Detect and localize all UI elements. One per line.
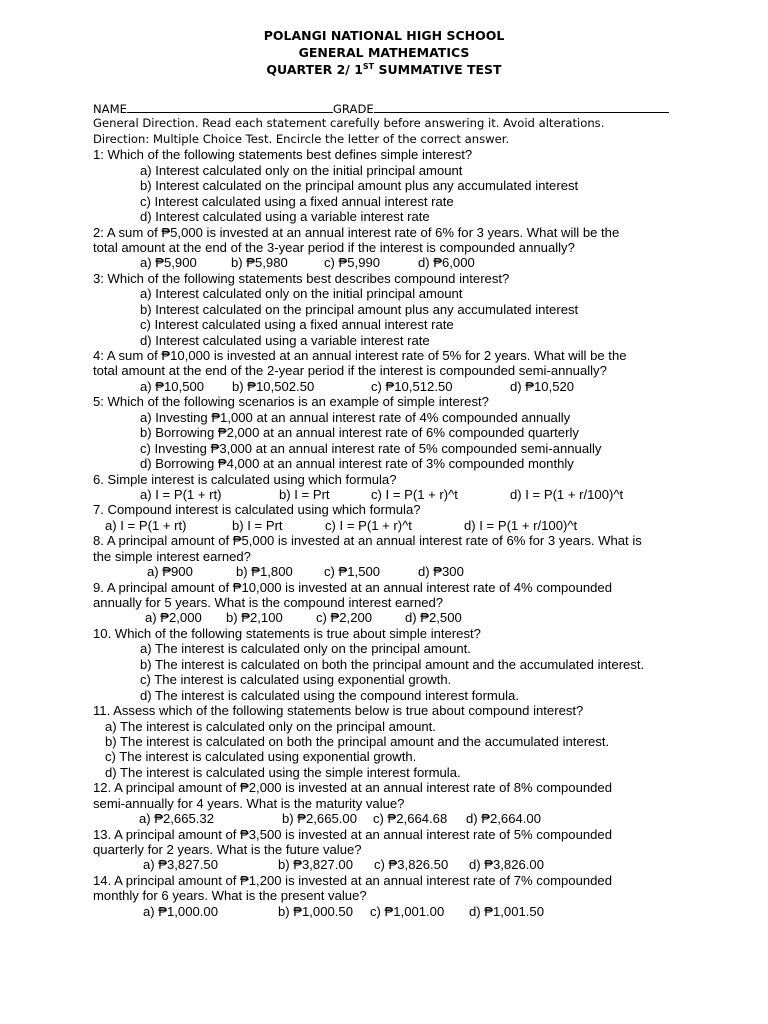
q4-option-b: b) ₱10,502.50 [232,378,315,394]
q10-option-d: d) The interest is calculated using the compound interest formula. [140,687,519,703]
q6-option-c: c) I = P(1 + r)^t [371,486,458,502]
q2-option-a: a) ₱5,900 [140,255,197,271]
q3-option-d: d) Interest calculated using a variable interest rate [140,332,430,348]
school-name: POLANGI NATIONAL HIGH SCHOOL [263,28,505,43]
q9-option-c: c) ₱2,200 [316,610,373,626]
question-8-line-2: the simple interest earned? [93,548,251,564]
q3-option-c: c) Interest calculated using a fixed annual interest rate [140,317,454,333]
question-12-line-2: semi-annually for 4 years. What is the maturity value? [93,795,405,811]
q9-option-d: d) ₱2,500 [405,610,462,626]
q14-option-b: b) ₱1,000.50 [278,903,353,919]
q8-option-c: c) ₱1,500 [324,564,381,580]
q12-option-b: b) ₱2,665.00 [282,811,357,827]
q12-option-a: a) ₱2,665.32 [139,811,214,827]
q7-option-d: d) I = P(1 + r/100)^t [464,517,578,533]
q10-option-c: c) The interest is calculated using exponential growth. [140,672,452,688]
q1-option-b: b) Interest calculated on the principal amount plus any accumulated interest [140,178,579,194]
grade-blank [374,101,669,113]
q4-option-c: c) ₱10,512.50 [371,378,453,394]
q9-options [93,610,693,625]
q1-option-a: a) Interest calculated only on the initial principal amount [140,162,463,178]
question-9-line-2: annually for 5 years. What is the compound interest earned? [93,595,444,610]
q7-option-a: a) I = P(1 + rt) [105,517,187,533]
q8-option-a: a) ₱900 [147,564,193,580]
question-1: 1: Which of the following statements best defines simple interest? [93,147,473,163]
test-body [93,101,693,919]
q13-option-d: d) ₱3,826.00 [469,857,544,873]
subject-title: GENERAL MATHEMATICS [298,45,470,60]
q1-option-d: d) Interest calculated using a variable interest rate [140,209,430,225]
name-blank [127,101,333,113]
q6-options [93,487,693,502]
q3-option-a: a) Interest calculated only on the initial principal amount [140,286,463,302]
grade-label: GRADE [332,102,374,116]
q13-options [93,857,693,872]
q10-option-b: b) The interest is calculated on both the principal amount and the accumulated interest. [140,656,645,672]
q4-option-d: d) ₱10,520 [510,378,575,394]
question-3: 3: Which of the following statements best describes compound interest? [93,270,510,286]
question-10: 10. Which of the following statements is true about simple interest? [93,625,481,641]
q9-option-a: a) ₱2,000 [145,610,202,626]
q6-option-a: a) I = P(1 + rt) [140,486,222,502]
q14-option-c: c) ₱1,001.00 [370,903,445,919]
q5-option-b: b) Borrowing ₱2,000 at an annual interest rate of 6% compounded quarterly [140,425,579,441]
q11-option-d: d) The interest is calculated using the simple interest formula. [105,764,461,780]
question-5: 5: Which of the following scenarios is an example of simple interest? [93,394,489,410]
question-2-line-1: 2: A sum of ₱5,000 is invested at an annual interest rate of 6% for 3 years. What will be the [93,224,620,240]
question-8-line-1: 8. A principal amount of ₱5,000 is invested at an annual interest rate of 6% for 3 years. What is [93,533,642,549]
name-label: NAME [93,102,127,116]
q7-option-c: c) I = P(1 + r)^t [325,517,412,533]
q7-options [93,518,693,533]
q3-option-b: b) Interest calculated on the principal amount plus any accumulated interest [140,301,579,317]
q6-option-d: d) I = P(1 + r/100)^t [510,486,624,502]
general-direction: General Direction. Read each statement carefully before answering it. Avoid alterations. [93,116,605,131]
q7-option-b: b) I = Prt [232,517,283,533]
question-6: 6. Simple interest is calculated using which formula? [93,471,397,487]
q14-options [93,904,693,919]
q13-option-b: b) ₱3,827.00 [278,857,353,873]
q14-option-d: d) ₱1,001.50 [469,903,544,919]
q2-option-d: d) ₱6,000 [418,255,475,271]
q6-option-b: b) I = Prt [279,486,330,502]
question-11: 11. Assess which of the following statements below is true about compound interest? [93,703,584,719]
q5-option-d: d) Borrowing ₱4,000 at an annual interest rate of 3% compounded monthly [140,456,574,472]
q2-option-c: c) ₱5,990 [324,255,381,271]
q8-option-d: d) ₱300 [418,564,464,580]
q13-option-c: c) ₱3,826.50 [374,857,449,873]
test-title: QUARTER 2/ 1ST SUMMATIVE TEST [266,62,502,77]
q8-options [93,564,693,579]
question-14-line-1: 14. A principal amount of ₱1,200 is invested at an annual interest rate of 7% compounded [93,872,612,888]
q2-option-b: b) ₱5,980 [231,255,288,271]
q11-option-c: c) The interest is calculated using exponential growth. [105,749,417,765]
question-13-line-1: 13. A principal amount of ₱3,500 is invested at an annual interest rate of 5% compounded [93,826,612,842]
question-2-line-2: total amount at the end of the 3-year period if the interest is compounded annually? [93,239,575,255]
q5-option-a: a) Investing ₱1,000 at an annual interest rate of 4% compounded annually [140,409,571,425]
q4-options [93,379,693,394]
document-header [0,27,768,78]
q14-option-a: a) ₱1,000.00 [143,903,218,919]
q10-option-a: a) The interest is calculated only on the principal amount. [140,641,471,657]
q12-option-d: d) ₱2,664.00 [466,811,541,827]
question-13-line-2: quarterly for 2 years. What is the future value? [93,842,362,857]
question-7: 7. Compound interest is calculated using which formula? [93,502,421,518]
q2-options [93,255,693,270]
question-4-line-1: 4: A sum of ₱10,000 is invested at an annual interest rate of 5% for 2 years. What will be the [93,348,627,363]
question-9-line-1: 9. A principal amount of ₱10,000 is invested at an annual interest rate of 4% compounded [93,579,612,595]
q9-option-b: b) ₱2,100 [226,610,283,626]
q12-options [93,811,693,826]
q11-option-b: b) The interest is calculated on both the principal amount and the accumulated interest. [105,733,610,749]
q12-option-c: c) ₱2,664.68 [373,811,448,827]
q5-option-c: c) Investing ₱3,000 at an annual interest rate of 5% compounded semi-annually [140,440,602,456]
question-12-line-1: 12. A principal amount of ₱2,000 is invested at an annual interest rate of 8% compounded [93,780,612,796]
q4-option-a: a) ₱10,500 [140,378,205,394]
specific-direction: Direction: Multiple Choice Test. Encircle the letter of the correct answer. [93,131,510,146]
q8-option-b: b) ₱1,800 [236,564,293,580]
q11-option-a: a) The interest is calculated only on the principal amount. [105,718,436,734]
question-4-line-2: total amount at the end of the 2-year period if the interest is compounded semi-annually? [93,363,607,379]
q13-option-a: a) ₱3,827.50 [143,857,218,873]
q1-option-c: c) Interest calculated using a fixed annual interest rate [140,193,454,209]
question-14-line-2: monthly for 6 years. What is the present value? [93,888,367,904]
name-grade-row [93,101,693,116]
